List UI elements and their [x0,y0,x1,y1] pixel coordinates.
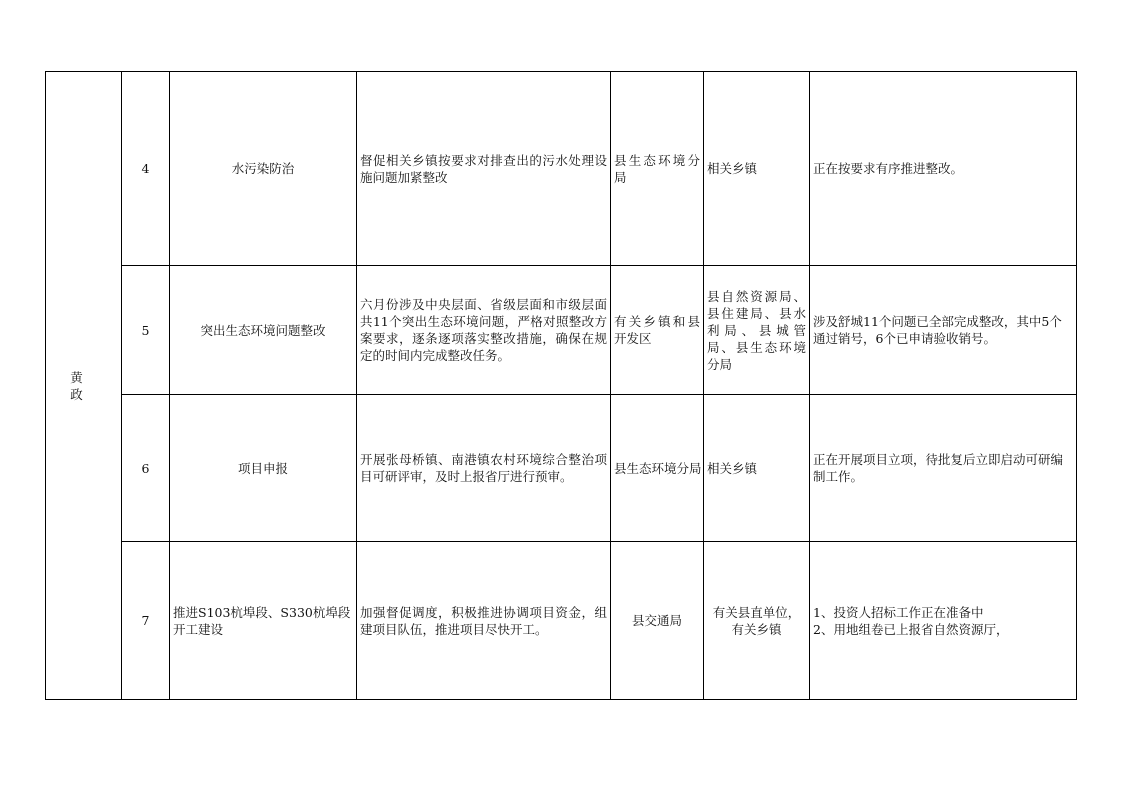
table-row [46,542,1077,700]
responsible-person-cell: 黄 政 [46,72,122,700]
partner-units: 有关县直单位，有关乡镇 [704,542,810,700]
partner-units: 相关乡镇 [704,395,810,542]
progress-status: 正在按要求有序推进整改。 [810,72,1077,266]
task-measures: 督促相关乡镇按要求对排查出的污水处理设施问题加紧整改 [357,72,611,266]
partner-units: 相关乡镇 [704,72,810,266]
task-name: 突出生态环境问题整改 [170,266,357,395]
task-measures: 六月份涉及中央层面、省级层面和市级层面共11个突出生态环境问题，严格对照整改方案要求，逐条逐项落实整改措施，确保在规定的时间内完成整改任务。 [357,266,611,395]
row-number: 5 [122,266,170,395]
progress-status: 涉及舒城11个问题已全部完成整改，其中5个通过销号，6个已申请验收销号。 [810,266,1077,395]
progress-line: 1、投资人招标工作正在准备中 [813,604,984,620]
row-number: 6 [122,395,170,542]
row-number: 7 [122,542,170,700]
table-row [46,395,1077,542]
task-name: 水污染防治 [170,72,357,266]
lead-unit: 有关乡镇和县开发区 [611,266,704,395]
lead-unit: 县生态环境分局 [611,395,704,542]
progress-line: 2、用地组卷已上报省自然资源厅， [813,621,1009,637]
task-measures: 开展张母桥镇、南港镇农村环境综合整治项目可研评审，及时上报省厅进行预审。 [357,395,611,542]
partner-units: 县自然资源局、县住建局、县水利局、县城管局、县生态环境分局 [704,266,810,395]
progress-status: 正在开展项目立项，待批复后立即启动可研编制工作。 [810,395,1077,542]
table-row [46,72,1077,266]
row-number: 4 [122,72,170,266]
progress-status [810,542,1077,700]
task-measures: 加强督促调度，积极推进协调项目资金，组建项目队伍，推进项目尽快开工。 [357,542,611,700]
lead-unit: 县交通局 [611,542,704,700]
table-row [46,266,1077,395]
task-table [45,71,1077,700]
lead-unit: 县生态环境分局 [611,72,704,266]
task-name: 项目申报 [170,395,357,542]
task-name: 推进S103杭埠段、S330杭埠段开工建设 [170,542,357,700]
